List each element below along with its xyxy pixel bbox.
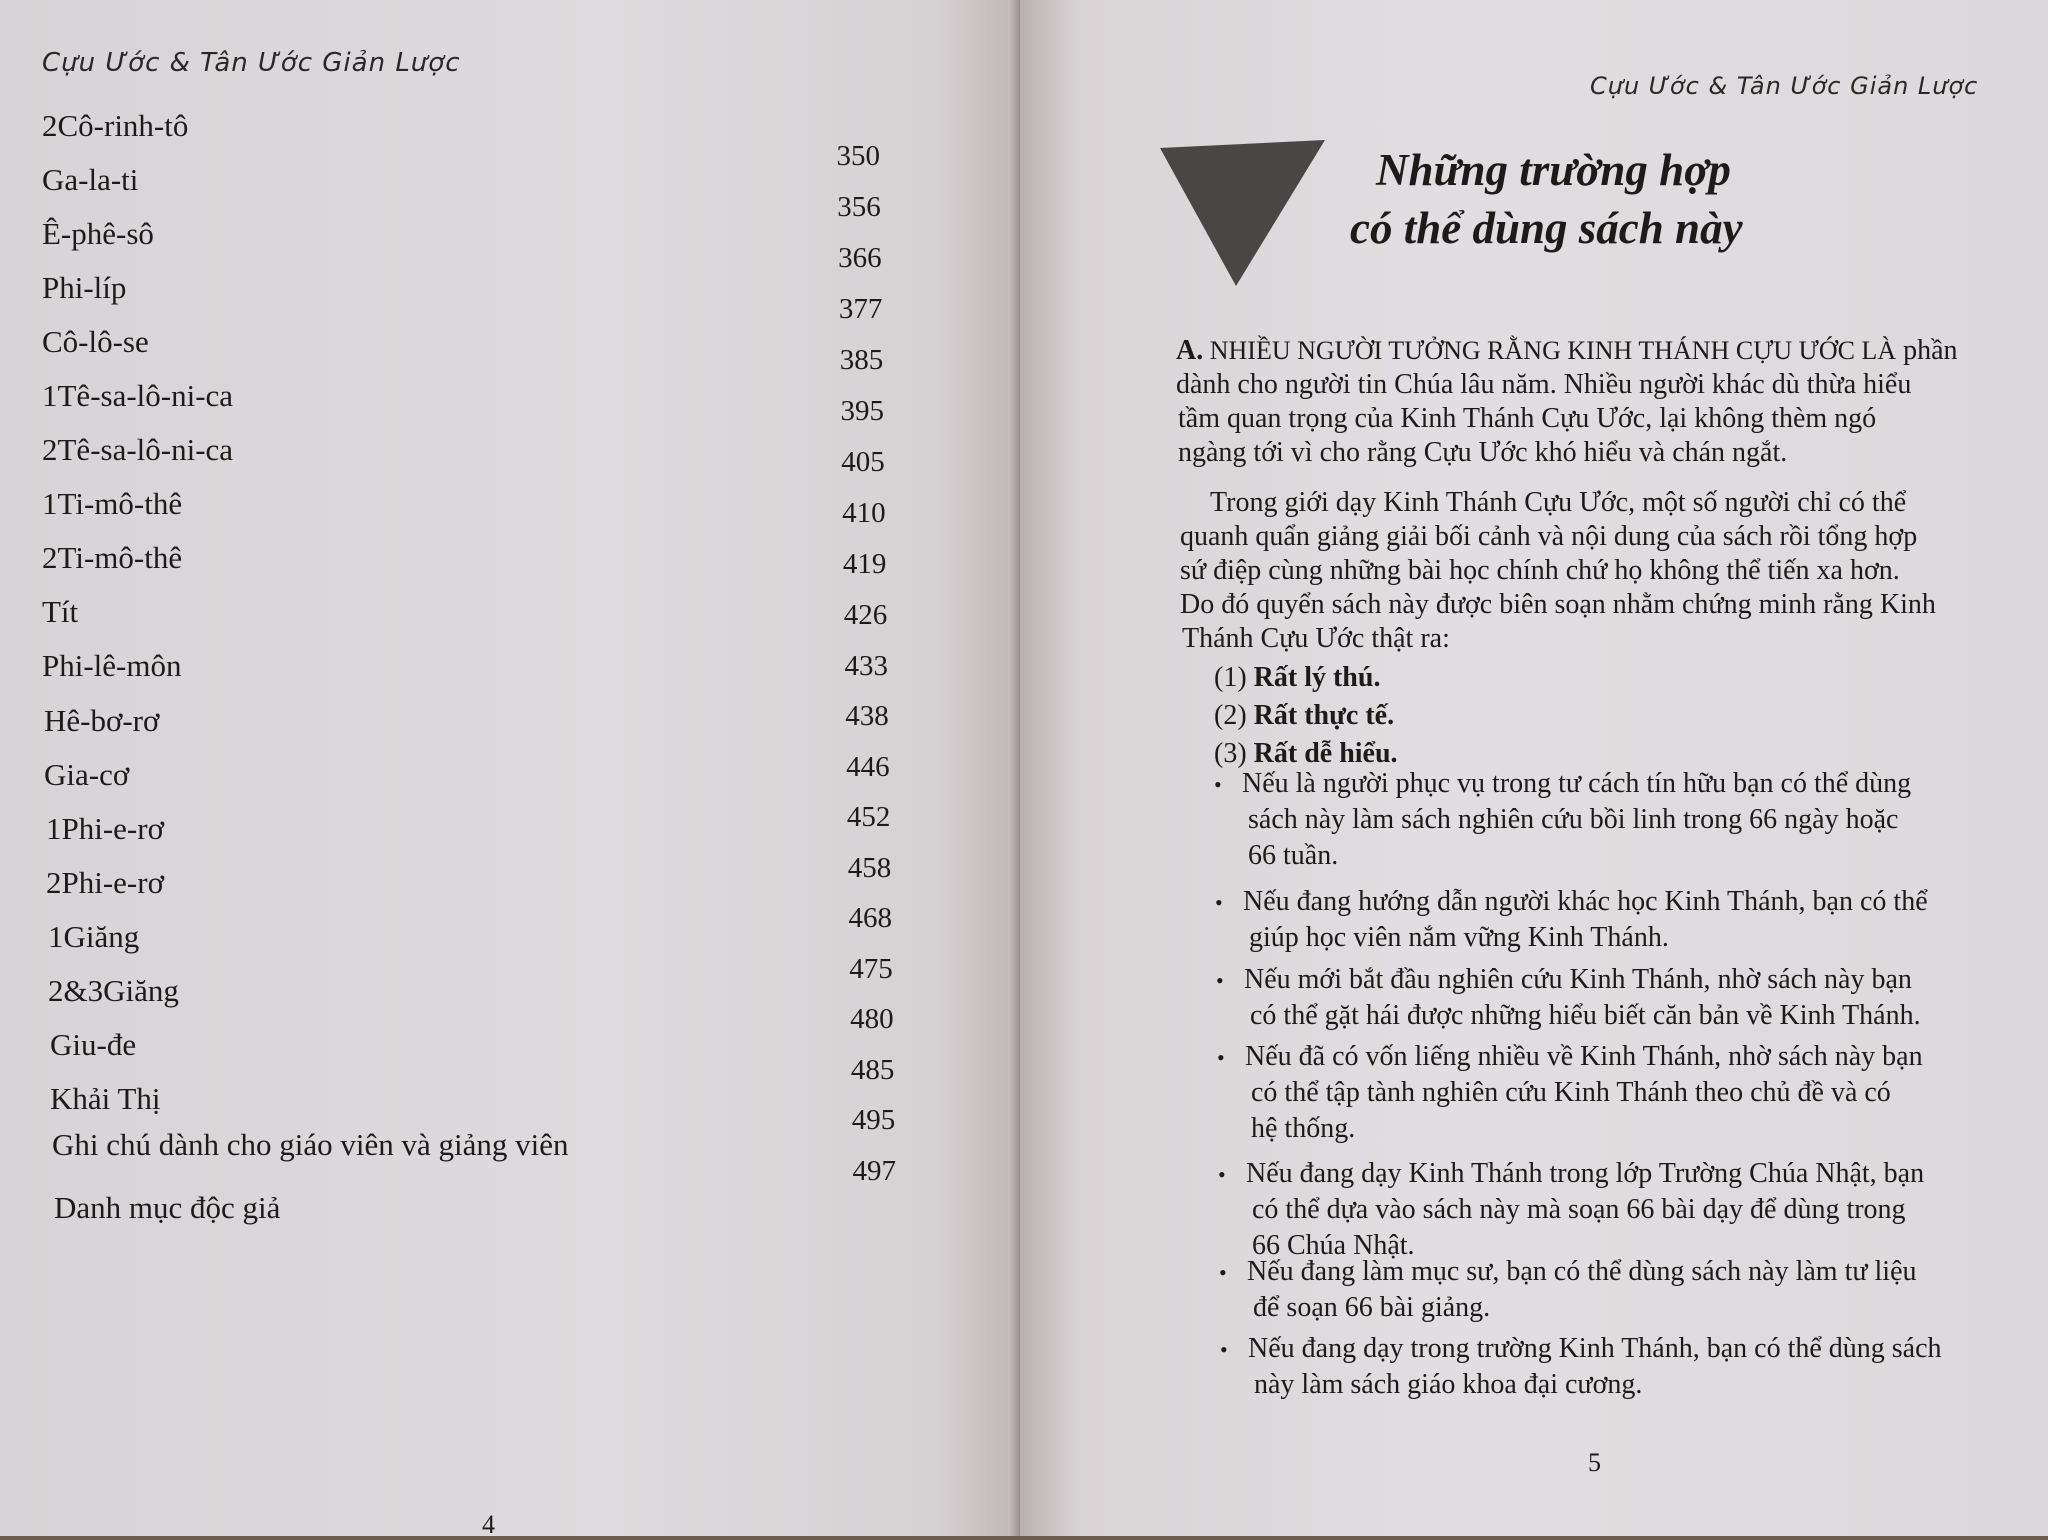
numbered-item: [1214, 700, 1394, 732]
bullet-text-line: có thể tập tành nghiên cứu Kinh Thánh theo chủ đề và có: [1251, 1077, 1891, 1108]
bullet-text-line: hệ thống.: [1251, 1113, 1356, 1144]
paragraph-line: dành cho người tin Chúa lâu năm. Nhiều người khác dù thừa hiểu: [1176, 369, 1912, 400]
bullet-icon: •: [1214, 772, 1222, 797]
item-text: Rất lý thú.: [1253, 662, 1381, 693]
toc-entry-title: 2&3Giăng: [48, 973, 179, 1008]
paragraph-lead: A.: [1176, 335, 1204, 366]
toc-entry-page: 410: [842, 497, 886, 529]
bullet-text-line: Nếu đang hướng dẫn người khác học Kinh Thánh, bạn có thể: [1243, 886, 1928, 917]
toc-entry-title: 2Ti-mô-thê: [42, 540, 183, 575]
toc-entry-title: Danh mục độc giả: [54, 1190, 281, 1225]
toc-entry-title: Giu-đe: [50, 1027, 137, 1062]
item-number: (3): [1214, 738, 1247, 769]
bullet-text-line: Nếu đang dạy Kinh Thánh trong lớp Trường Chúa Nhật, bạn: [1246, 1158, 1925, 1189]
bullet-icon: •: [1215, 890, 1223, 915]
running-head: Cựu Ước & Tân Ước Giản Lược: [1590, 72, 1979, 100]
item-number: (2): [1214, 700, 1247, 731]
item-text: Rất thực tế.: [1253, 700, 1395, 731]
bullet-text-line: 66 Chúa Nhật.: [1252, 1230, 1415, 1261]
bullet-text-line: Nếu đang làm mục sư, bạn có thể dùng sách này làm tư liệu: [1247, 1256, 1917, 1287]
toc-entry-page: 438: [845, 700, 889, 732]
toc-entry-page: 458: [847, 852, 892, 884]
paragraph-caps: NHIỀU NGƯỜI TƯỞNG RẰNG KINH THÁNH CỰU ƯỚC LÀ: [1203, 336, 1897, 365]
toc-entry-page: 395: [840, 395, 884, 427]
paragraph-line: Do đó quyển sách này được biên soạn nhằm chứng minh rằng Kinh: [1180, 589, 1936, 620]
toc-entry-page: 452: [846, 801, 891, 833]
toc-entry-title: 1Tê-sa-lô-ni-ca: [42, 378, 234, 413]
toc-entry-page: 485: [850, 1054, 895, 1086]
bullet-text-line: Nếu mới bắt đầu nghiên cứu Kinh Thánh, nhờ sách này bạn: [1244, 964, 1912, 995]
toc-entry-page: 366: [838, 242, 882, 274]
toc-entry-title: Khải Thị: [50, 1081, 161, 1116]
bullet-icon: •: [1217, 1045, 1225, 1070]
paragraph-line: sứ điệp cùng những bài học chính chứ họ không thể tiến xa hơn.: [1180, 555, 1900, 586]
bullet-icon: •: [1219, 1260, 1227, 1285]
toc-entry-title: 2Phi-e-rơ: [46, 865, 164, 900]
chapter-title: Những trường hợp: [1376, 145, 1731, 195]
bullet-text-line: 66 tuần.: [1248, 840, 1339, 871]
paragraph-line: Thánh Cựu Ước thật ra:: [1182, 623, 1450, 654]
page-number: 5: [1588, 1448, 1601, 1477]
toc-entry-title: Ê-phê-sô: [42, 216, 154, 251]
toc-entry-title: Phi-líp: [42, 270, 127, 305]
chapter-title: có thể dùng sách này: [1350, 203, 1743, 253]
toc-entry-page: 385: [839, 344, 884, 376]
bullet-icon: •: [1218, 1162, 1226, 1187]
paragraph-line: quanh quẩn giảng giải bối cảnh và nội dung của sách rồi tổng hợp: [1180, 521, 1918, 552]
bullet-text-line: có thể dựa vào sách này mà soạn 66 bài dạy để dùng trong: [1252, 1194, 1906, 1225]
toc-entry-title: Tít: [42, 594, 79, 629]
paragraph-line: ngàng tới vì cho rằng Cựu Ước khó hiểu và chán ngắt.: [1178, 437, 1788, 468]
bullet-icon: •: [1216, 968, 1224, 993]
toc-entry-title: 2Cô-rinh-tô: [42, 108, 189, 143]
bullet-text-line: để soạn 66 bài giảng.: [1253, 1292, 1491, 1323]
bullet-text-line: Nếu là người phục vụ trong tư cách tín hữu bạn có thể dùng: [1242, 768, 1912, 799]
toc-entry-title: 1Giăng: [48, 919, 140, 954]
toc-entry-title: 2Tê-sa-lô-ni-ca: [42, 432, 234, 467]
paragraph-line: Trong giới dạy Kinh Thánh Cựu Ước, một số người chỉ có thể: [1210, 487, 1907, 518]
chapter-triangle-ornament: [1160, 140, 1330, 290]
bullet-text-line: sách này làm sách nghiên cứu bồi linh trong 66 ngày hoặc: [1248, 804, 1899, 835]
bullet-text-line: có thể gặt hái được những hiểu biết căn bản về Kinh Thánh.: [1250, 1000, 1921, 1031]
page-number: 4: [482, 1510, 495, 1539]
toc-entry-title: Hê-bơ-rơ: [44, 703, 160, 738]
toc-entry-page: 495: [851, 1104, 896, 1136]
toc-entry-page: 350: [836, 140, 880, 172]
bullet-text-line: Nếu đang dạy trong trường Kinh Thánh, bạn có thể dùng sách: [1248, 1333, 1942, 1364]
bullet-text-line: giúp học viên nắm vững Kinh Thánh.: [1249, 922, 1669, 953]
left-page: [0, 0, 1020, 1539]
bullet-icon: •: [1220, 1337, 1228, 1362]
paragraph-line: tầm quan trọng của Kinh Thánh Cựu Ước, lại không thèm ngó: [1178, 403, 1877, 434]
toc-entry-page: 480: [850, 1003, 894, 1035]
toc-entry-page: 356: [837, 191, 881, 223]
bullet-text-line: này làm sách giáo khoa đại cương.: [1254, 1369, 1643, 1400]
toc-entry-title: Ghi chú dành cho giáo viên và giảng viên: [52, 1127, 569, 1162]
toc-entry-title: Ga-la-ti: [42, 162, 139, 197]
toc-entry-title: Cô-lô-se: [42, 324, 149, 359]
toc-entry-page: 497: [852, 1155, 896, 1187]
paragraph-tail: phần: [1896, 335, 1958, 366]
bullet-text-line: Nếu đã có vốn liếng nhiều về Kinh Thánh, nhờ sách này bạn: [1245, 1041, 1923, 1072]
toc-entry-title: Gia-cơ: [44, 757, 130, 792]
toc-entry-page: 419: [842, 548, 887, 580]
numbered-item: [1214, 662, 1380, 694]
toc-entry-title: 1Phi-e-rơ: [46, 811, 164, 846]
item-text: Rất dễ hiểu.: [1253, 738, 1398, 769]
toc-entry-page: 377: [838, 293, 883, 325]
toc-entry-page: 446: [846, 751, 890, 783]
toc-entry-page: 405: [841, 446, 885, 478]
item-number: (1): [1214, 662, 1247, 693]
toc-entry-title: 1Ti-mô-thê: [42, 486, 183, 521]
toc-entry-page: 433: [844, 650, 888, 682]
toc-entry-page: 468: [848, 902, 892, 934]
toc-entry-page: 426: [843, 599, 888, 631]
paragraph-line: [1176, 334, 1958, 368]
numbered-item: [1214, 738, 1398, 770]
toc-entry-page: 475: [849, 953, 893, 985]
running-head: Cựu Ước & Tân Ước Giản Lược: [42, 48, 461, 78]
toc-entry-title: Phi-lê-môn: [42, 648, 182, 683]
